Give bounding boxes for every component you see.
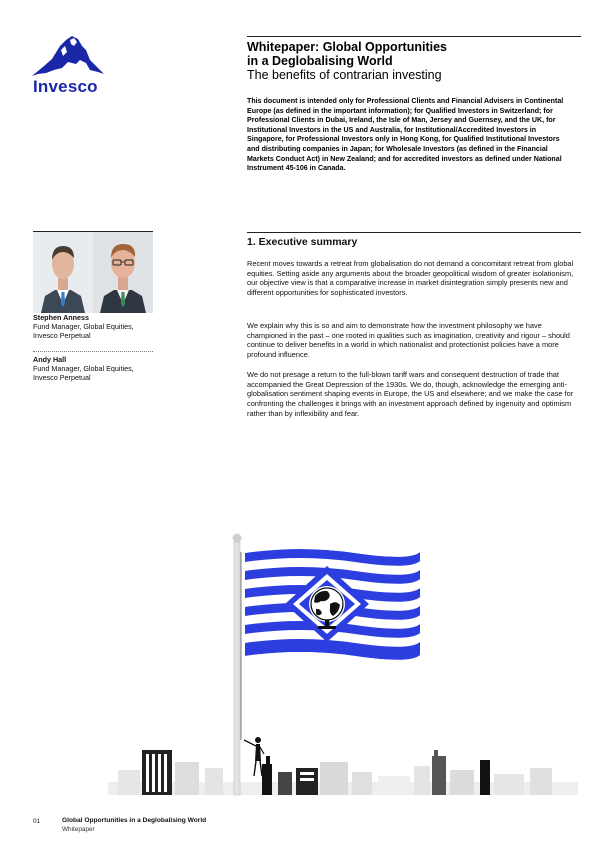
section-rule [247,232,581,233]
header-rule [247,36,581,37]
footer-document-title: Global Opportunities in a Deglobalising World [62,817,207,824]
author-photos [33,232,153,313]
flag-illustration [0,530,612,805]
page-number: 01 [33,818,41,825]
person-icon [244,737,264,776]
author-name: Stephen Anness [33,313,90,322]
summary-paragraph: We do not presage a return to the full-blown tariff wars and consequent destruction of trade that accompanied the Great Depression of the 1930s. We do, though, acknowledge the emerging anti-globalisation sentiment shaping events in Europe, the US and elsewhere; and we make the case for confronting the challenges it brings with an investment approach defined by ingenuity and optimism rather than by inflexibility and fear. [247,370,574,418]
author-name: Andy Hall [33,355,67,364]
author-role-line: Fund Manager, Global Equities, [33,322,134,331]
section-heading: 1. Executive summary [247,236,358,248]
document-title-line1: Whitepaper: Global Opportunities [247,40,447,54]
author-photo-stephen-anness [33,232,93,313]
document-title-line2: in a Deglobalising World [247,54,393,68]
author-role [33,322,163,341]
brand-wordmark: Invesco [33,77,98,96]
summary-paragraph: We explain why this is so and aim to demonstrate how the investment philosophy we have championed in the past – one rooted in qualities such as imagination, creativity and rigour – should continue to deliver benefits in a world in which nationalist and protectionist policies have a more profound influence. [247,321,570,360]
summary-paragraph: Recent moves towards a retreat from globalisation do not demand a concomitant retreat from global equities. Setting aside any arguments about the broader geopolitical wisdom of greater isolationism, our objective view is that a comparative increase in market disintegration simply presents new and different opportunities for sophisticated investors. [247,259,574,298]
audience-disclaimer: This document is intended only for Professional Clients and Financial Advisers in Continental Europe (as defined in the important information); for Qualified Investors in Switzerland; for Professional Clients in Dubai, Ireland, the Isle of Man, Jersey and Guernsey, and the UK, for Institutional Investors in the US and Australia, for Institutional/Accredited Investors in Singapore, for Professional Investors only in Hong Kong, for Qualified Institutional Investors and distributing companies in Japan; for Wholesale Investors (as defined in the Financial Markets Conduct Act) in New Zealand; and for accredited investors as defined under National Instrument 45-106 in Canada. [247,97,564,173]
author-role-line: Invesco Perpetual [33,331,91,341]
author-separator [33,351,153,352]
author-role [33,364,163,383]
author-photo-andy-hall [93,232,153,313]
city-skyline-icon [108,750,578,795]
footer-document-type: Whitepaper [62,826,95,833]
author-role-line: Fund Manager, Global Equities, [33,364,134,373]
flagpole-icon [233,534,242,796]
author-role-line: Invesco Perpetual [33,373,91,383]
document-subtitle: The benefits of contrarian investing [247,68,442,82]
